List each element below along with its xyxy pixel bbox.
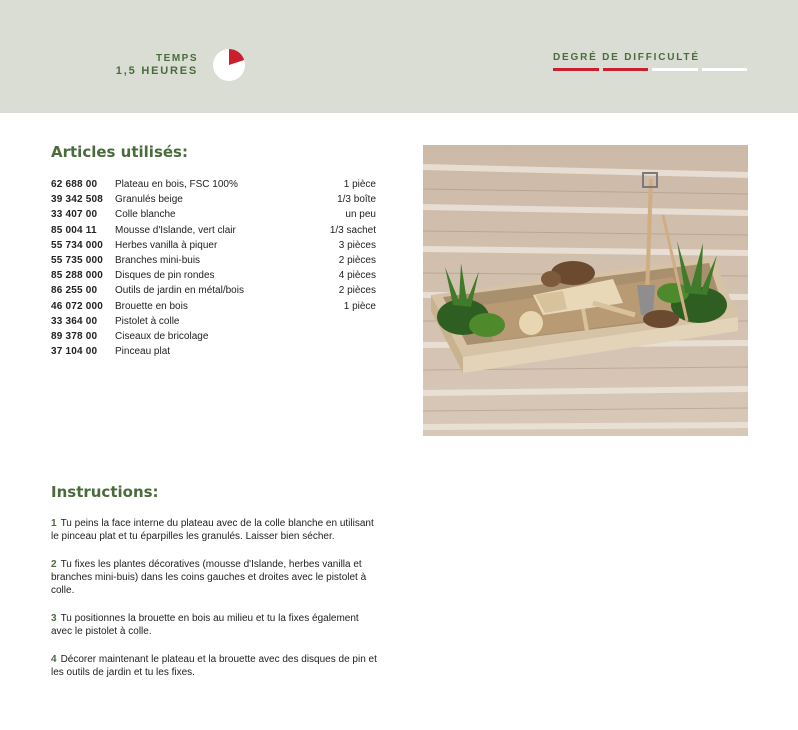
product-photo [423,145,748,436]
article-code: 62 688 00 [51,179,98,190]
article-name: Disques de pin rondes [115,270,215,282]
article-qty: un peu [345,209,376,221]
article-qty: 4 pièces [338,270,376,282]
instruction-step [51,517,377,543]
article-row [51,238,376,253]
article-name: Pistolet à colle [115,315,180,327]
article-qty: 2 pièces [338,254,376,266]
article-code: 85 004 11 [51,224,97,236]
step-text: Décorer maintenant le plateau et la brouette avec des disques de pin et les outils de jardin et tu les fixes. [51,654,377,678]
article-name: Colle blanche [115,209,176,221]
article-code: 33 364 00 [51,315,98,327]
step-text: Tu positionnes la brouette en bois au milieu et tu la fixes également avec le pistolet à colle. [51,613,359,637]
difficulty-segment [652,68,698,71]
article-code: 55 734 000 [51,239,104,251]
step-number: 1 [51,518,57,529]
step-number: 2 [51,559,57,570]
article-code: 39 342 508 [51,194,104,206]
difficulty-segment [603,68,649,71]
difficulty-meter [553,68,747,71]
article-name: Granulés beige [115,194,183,206]
article-code: 33 407 00 [51,209,98,221]
article-name: Outils de jardin en métal/bois [115,285,244,297]
article-code: 86 255 00 [51,285,98,297]
article-row [51,253,376,268]
difficulty-segment [702,68,748,71]
article-code: 85 288 000 [51,270,104,282]
instruction-step [51,612,377,638]
instruction-step [51,558,377,597]
difficulty-segment [553,68,599,71]
article-qty: 1/3 sachet [329,224,376,236]
header-band [0,0,798,113]
articles-list [51,177,376,359]
article-name: Mousse d'Islande, vert clair [115,224,236,236]
garden-tray-illustration [423,145,748,436]
article-name: Pinceau plat [115,346,171,358]
article-row [51,223,376,238]
article-name: Ciseaux de bricolage [115,330,209,342]
article-row [51,192,376,207]
article-code: 89 378 00 [51,330,98,342]
article-row [51,177,376,192]
articles-title: Articles utilisés: [51,143,188,161]
article-name: Herbes vanilla à piquer [115,239,218,251]
article-row [51,207,376,222]
article-row [51,314,376,329]
time-label: TEMPS [156,53,198,64]
article-row [51,268,376,283]
difficulty-label: DEGRÉ DE DIFFICULTÉ [553,52,700,63]
time-value: 1,5 HEURES [115,65,198,77]
clock-icon [212,48,246,82]
article-code: 55 735 000 [51,254,104,266]
article-row [51,329,376,344]
article-code: 46 072 000 [51,300,104,312]
article-qty: 1 pièce [343,179,376,190]
article-row [51,283,376,298]
article-row [51,344,376,359]
article-qty: 2 pièces [338,285,376,297]
time-info [116,52,198,78]
article-code: 37 104 00 [51,346,98,358]
article-name: Plateau en bois, FSC 100% [115,179,238,190]
instructions-title: Instructions: [51,483,159,501]
article-name: Branches mini-buis [115,254,201,266]
step-number: 4 [51,654,57,665]
article-name: Brouette en bois [115,300,188,312]
article-qty: 3 pièces [338,239,376,251]
step-text: Tu fixes les plantes décoratives (mousse d'Islande, herbes vanilla et branches mini-buis) dans les coins gauches et droites avec le pistolet à colle. [51,559,367,596]
article-row [51,299,376,314]
instruction-step [51,653,377,679]
step-text: Tu peins la face interne du plateau avec de la colle blanche en utilisant le pinceau plat et tu éparpilles les granulés. Laisser bien sécher. [51,518,374,542]
step-number: 3 [51,613,57,624]
article-qty: 1/3 boîte [337,194,376,206]
instructions-list [51,517,377,694]
article-qty: 1 pièce [343,300,376,312]
